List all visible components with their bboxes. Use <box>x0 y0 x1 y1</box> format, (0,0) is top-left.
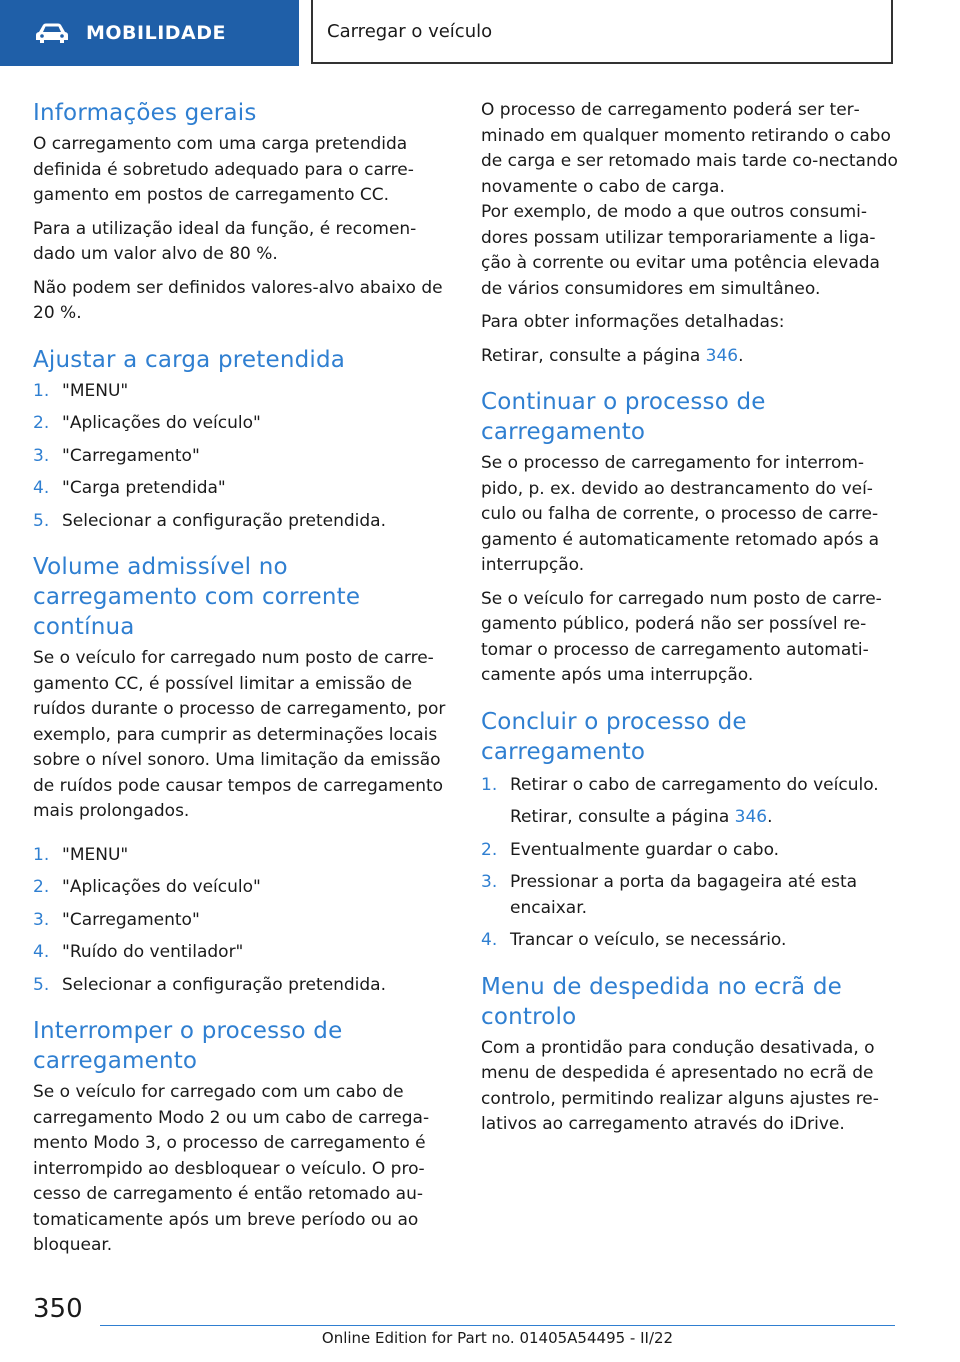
list-item <box>33 940 451 966</box>
step-text: Selecionar a configuração pretendida. <box>62 974 386 995</box>
page-link[interactable]: 346 <box>734 807 768 827</box>
reference-end: . <box>738 345 744 366</box>
step-number: 4. <box>481 930 498 950</box>
steps-list <box>33 843 451 999</box>
paragraph: O carregamento com uma carga pretendida definida é sobretudo adequado para o carre‐gamento em postos de carregamento CC. <box>33 134 414 205</box>
list-item <box>33 476 451 502</box>
car-icon <box>34 22 70 44</box>
reference-end: . <box>767 807 773 827</box>
list-item <box>33 908 451 934</box>
step-number: 4. <box>33 478 50 498</box>
paragraph: Se o processo de carregamento for interrom‐pido, p. ex. devido ao destrancamento do veí‐culo ou falha de corrente, o processo de carre‐gamento é automaticamente retomado após a interrupção. <box>481 453 880 575</box>
step-text: "Aplicações do veículo" <box>62 413 261 433</box>
page-link[interactable]: 346 <box>705 345 739 366</box>
page-title: Carregar o veículo <box>327 20 493 42</box>
section-heading: Concluir o processo de carregamento <box>481 708 747 765</box>
paragraph: Por exemplo, de modo a que outros consumi‐dores possam utilizar temporariamente a liga‐ção à corrente ou evitar uma potência elevada de vários consumidores em simultâneo. <box>481 202 880 299</box>
paragraph-text: O processo de carregamento poderá ser ter‐minado em qualquer momento retirando o cabo de carga e ser retomado mais tarde co‐nectando novamente o cabo de carga. <box>481 100 898 197</box>
section-heading: Volume admissível no carregamento com corrente contínua <box>33 554 361 640</box>
steps-list <box>481 773 899 954</box>
reference-text: Retirar, consulte a página <box>481 345 706 366</box>
step-text: Selecionar a configuração pretendida. <box>62 510 386 531</box>
step-number: 3. <box>33 909 50 930</box>
section-concluir <box>481 707 899 954</box>
paragraph: Não podem ser definidos valores-alvo abaixo de 20 %. <box>33 277 443 323</box>
cross-reference <box>510 805 899 831</box>
step-number: 4. <box>33 942 50 962</box>
reference-text: Retirar, consulte a página <box>510 807 735 827</box>
step-number: 5. <box>33 974 50 995</box>
step-number: 2. <box>33 877 50 897</box>
step-text: "MENU" <box>62 380 129 401</box>
list-item <box>481 870 899 921</box>
section-tab-mobilidade <box>0 0 299 66</box>
section-heading: Informações gerais <box>33 100 257 126</box>
page-number: 350 <box>33 1294 83 1324</box>
list-item <box>33 509 451 535</box>
left-column <box>33 98 451 1277</box>
step-number: 5. <box>33 510 50 531</box>
step-text: "Ruído do ventilador" <box>62 942 244 962</box>
section-informacoes-gerais <box>33 98 451 327</box>
step-text: Eventualmente guardar o cabo. <box>510 839 780 860</box>
steps-list <box>33 379 451 535</box>
list-item <box>33 875 451 901</box>
section-interromper-cont <box>481 98 899 369</box>
step-text: "Carregamento" <box>62 445 200 466</box>
footer-edition: Online Edition for Part no. 01405A54495 - II/22 <box>321 1329 674 1347</box>
step-text: Retirar o cabo de carregamento do veículo. <box>510 774 879 795</box>
list-item <box>33 411 451 437</box>
list-item <box>33 973 451 999</box>
step-number: 1. <box>33 380 50 401</box>
list-item <box>33 444 451 470</box>
list-item <box>481 773 899 831</box>
list-item <box>481 928 899 954</box>
step-text: "Carregamento" <box>62 909 200 930</box>
paragraph: Para obter informações detalhadas: <box>481 312 785 332</box>
step-number: 3. <box>481 872 498 892</box>
section-interromper <box>33 1016 451 1259</box>
step-text: Trancar o veículo, se necessário. <box>510 930 787 950</box>
list-item <box>33 843 451 869</box>
page-header <box>0 0 960 66</box>
page-title-tab <box>311 0 893 64</box>
paragraph: Com a prontidão para condução desativada, o menu de despedida é apresentado no ecrã de controlo, permitindo realizar alguns ajustes re‐lativos ao carregamento através do iDrive. <box>481 1037 879 1134</box>
list-item <box>481 838 899 864</box>
paragraph <box>481 98 899 200</box>
step-number: 1. <box>33 844 50 865</box>
section-volume-admissivel <box>33 552 451 998</box>
step-text: "Carga pretendida" <box>62 478 226 498</box>
section-heading: Menu de despedida no ecrã de controlo <box>481 973 842 1030</box>
step-text: Pressionar a porta da bagageira até esta encaixar. <box>510 872 858 918</box>
footer-divider <box>100 1325 895 1326</box>
section-continuar <box>481 387 899 689</box>
paragraph: Para a utilização ideal da função, é recomen‐dado um valor alvo de 80 %. <box>33 218 417 264</box>
section-heading: Continuar o processo de carregamento <box>481 389 766 445</box>
section-heading: Interromper o processo de carregamento <box>33 1018 343 1074</box>
section-heading: Ajustar a carga pretendida <box>33 346 346 373</box>
section-label: MOBILIDADE <box>86 22 227 44</box>
paragraph: Se o veículo for carregado num posto de carre‐gamento público, poderá não ser possível re‐tomar o processo de carregamento automati‐camente após uma interrupção. <box>481 588 882 685</box>
right-column <box>481 98 899 1156</box>
step-text: "MENU" <box>62 844 129 865</box>
paragraph: Se o veículo for carregado num posto de carre‐gamento CC, é possível limitar a emissão de ruídos durante o processo de carregamento, por exemplo, para cumprir as determinações locais sobre o nível sonoro. Uma limitação da emissão de ruídos pode causar tempos de carregamento mais prolongados. <box>33 648 446 821</box>
section-menu-despedida <box>481 972 899 1138</box>
list-item <box>33 379 451 405</box>
step-number: 3. <box>33 445 50 466</box>
section-ajustar-carga <box>33 345 451 535</box>
cross-reference <box>481 344 899 370</box>
paragraph: Se o veículo for carregado com um cabo de carregamento Modo 2 ou um cabo de carrega‐mento Modo 3, o processo de carregamento é interrompido ao desbloquear o veículo. O pro‐cesso de carregamento é então retomado au‐tomaticamente após um breve período ou ao bloquear. <box>33 1082 430 1255</box>
step-text: "Aplicações do veículo" <box>62 877 261 897</box>
step-number: 1. <box>481 774 498 795</box>
step-number: 2. <box>33 413 50 433</box>
step-number: 2. <box>481 839 498 860</box>
